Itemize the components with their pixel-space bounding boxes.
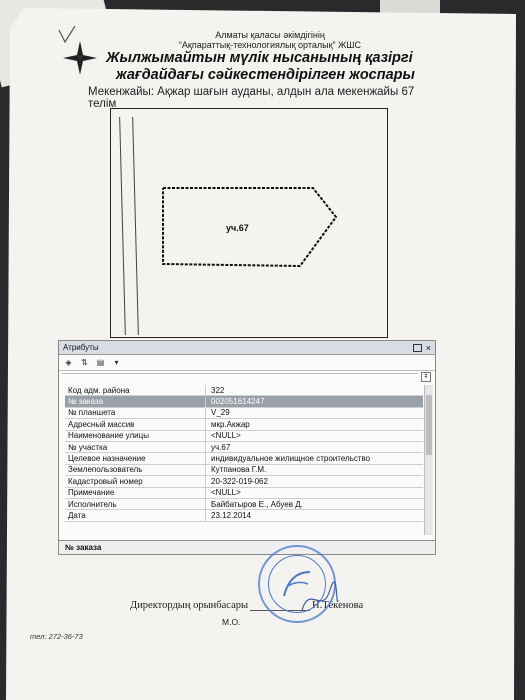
attr-key: Целевое назначение xyxy=(65,453,206,463)
attr-value: 20-322-019-062 xyxy=(211,476,268,486)
sort-az-icon[interactable]: ⇅ xyxy=(81,358,88,367)
table-row[interactable] xyxy=(65,488,423,499)
attr-key: Исполнитель xyxy=(65,499,206,509)
table-row[interactable] xyxy=(65,510,423,521)
window-title: Атрибуты xyxy=(63,343,99,352)
attr-key: № участка xyxy=(65,442,206,452)
attr-key: № заказа xyxy=(65,396,206,406)
table-row[interactable] xyxy=(65,408,423,419)
attr-key: Адресный массив xyxy=(65,419,206,429)
table-row[interactable] xyxy=(65,453,423,464)
attr-key: Кадастровый номер xyxy=(65,476,206,486)
document-title-line-1: Жылжымайтын мүлік нысанының қазіргі xyxy=(106,50,413,66)
document-title-line-2: жағдайдағы сәйкестендірілген жоспары xyxy=(116,67,415,83)
table-row[interactable] xyxy=(65,499,423,510)
attr-value: <NULL> xyxy=(211,431,241,441)
table-row[interactable] xyxy=(65,476,423,487)
vertical-scrollbar[interactable] xyxy=(424,385,433,535)
attr-value: 23.12.2014 xyxy=(211,510,252,520)
options-icon[interactable]: ▤ xyxy=(96,358,105,367)
org-line-2: “Ақпараттық-технологиялық орталық” ЖШС xyxy=(178,40,362,50)
chevron-down-icon[interactable]: ▾ xyxy=(114,358,119,367)
table-row[interactable] xyxy=(65,442,423,453)
parcel-outline xyxy=(150,180,350,280)
attr-key: Примечание xyxy=(65,488,206,498)
attr-value: 002051614247 xyxy=(211,397,265,407)
attr-value: <NULL> xyxy=(211,488,241,498)
signatory-position: Директордың орынбасары xyxy=(130,600,249,611)
feature-id-icon[interactable]: ǂ xyxy=(421,372,431,382)
layers-icon[interactable]: ◈ xyxy=(65,358,72,367)
signatory-name: Н.Тёкенова xyxy=(312,600,364,611)
attr-key: Дата xyxy=(65,510,206,520)
attribute-table xyxy=(65,385,423,522)
attr-key: Код адм. района xyxy=(65,385,206,395)
attr-value: мкр.Акжар xyxy=(211,419,250,429)
table-row[interactable] xyxy=(65,465,423,476)
attr-key: Наименование улицы xyxy=(65,431,206,441)
attributes-window[interactable] xyxy=(58,340,436,555)
window-toolbar xyxy=(59,355,435,371)
attr-value: 322 xyxy=(211,385,225,395)
document-address: Мекенжайы: Ақжар шағын ауданы, алдын ала мекенжайы 67 телім xyxy=(88,86,415,110)
window-titlebar[interactable] xyxy=(59,341,435,355)
attr-value: уч.67 xyxy=(211,442,231,452)
background-paper-edge xyxy=(380,0,440,14)
phone-number: тел: 272-36-73 xyxy=(30,632,83,641)
attr-value: Байбатыров Е., Абуев Д. xyxy=(211,499,303,509)
maximize-icon[interactable] xyxy=(413,344,422,352)
field-description-bar: № заказа xyxy=(59,540,435,554)
table-row-selected[interactable] xyxy=(65,396,423,407)
attr-key: Землепользователь xyxy=(65,465,206,475)
attr-value: Кутпанова Г.М. xyxy=(211,465,267,475)
table-row[interactable] xyxy=(65,385,423,396)
close-icon[interactable]: × xyxy=(425,342,431,353)
feature-tree-node xyxy=(62,373,418,384)
org-line-1: Алматы қаласы әкімдігінің xyxy=(215,30,325,40)
table-row[interactable] xyxy=(65,419,423,430)
attr-value: индивидуальное жилищное строительство xyxy=(211,454,371,464)
table-row[interactable] xyxy=(65,431,423,442)
attr-value: V_29 xyxy=(211,408,230,418)
attr-key: № планшета xyxy=(65,408,206,418)
stamp-place-mark: М.О. xyxy=(222,617,241,627)
scrollbar-thumb[interactable] xyxy=(426,395,432,455)
check-mark-icon xyxy=(56,24,78,46)
parcel-label: уч.67 xyxy=(226,223,249,233)
signature-scribble xyxy=(300,580,340,620)
